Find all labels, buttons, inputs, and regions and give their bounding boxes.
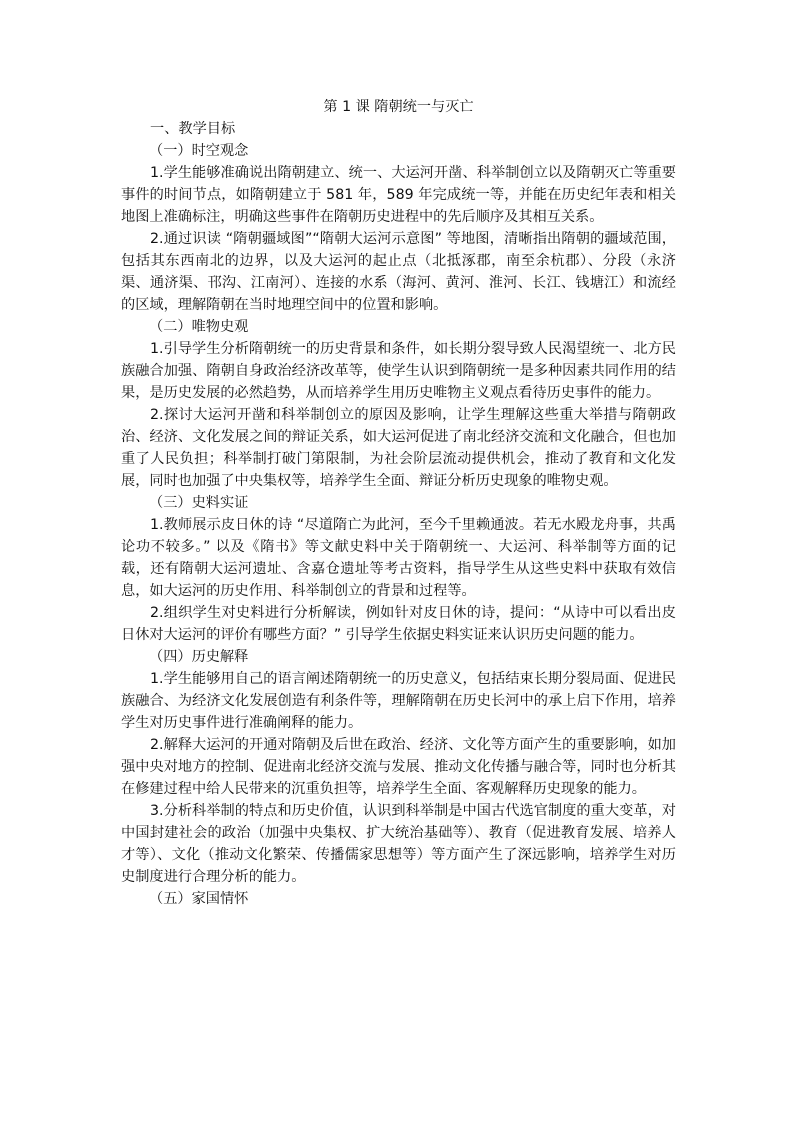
paragraph: 2.组织学生对史料进行分析解读，例如针对皮日休的诗，提问：“从诗中可以看出皮日休对大运河的评价有哪些方面？” 引导学生依据史料实证来认识历史问题的能力。 [121, 605, 676, 643]
paragraph: 2.探讨大运河开凿和科举制创立的原因及影响，让学生理解这些重大举措与隋朝政治、经济、文化发展之间的辩证关系，如大运河促进了南北经济交流和文化融合，但也加重了人民负担；科举制打破门第限制，为社会阶层流动提供机会，推动了教育和文化发展，同时也加强了中央集权等，培养学生全面、辩证分析历史现象的唯物史观。 [121, 407, 676, 489]
subheading-evidence: （三）史料实证 [149, 495, 249, 511]
document-title: 第 1 课 隋朝统一与灭亡 [323, 99, 474, 115]
paragraph: 1.学生能够用自己的语言阐述隋朝统一的历史意义，包括结束长期分裂局面、促进民族融合、为经济文化发展创造有利条件等，理解隋朝在历史长河中的承上启下作用，培养学生对历史事件进行准确阐释的能力。 [121, 671, 676, 731]
subheading-materialism: （二）唯物史观 [149, 319, 249, 335]
subheading-patriotism: （五）家国情怀 [149, 891, 249, 907]
paragraph: 2.通过识读 “隋朝疆域图”“隋朝大运河示意图” 等地图，清晰指出隋朝的疆域范围，包括其东西南北的边界，以及大运河的起止点（北抵涿郡，南至余杭郡）、分段（永济渠、通济渠、邗沟、江南河）、连接的水系（海河、黄河、淮河、长江、钱塘江）和流经的区域，理解隋朝在当时地理空间中的位置和影响。 [121, 231, 676, 313]
subheading-interpretation: （四）历史解释 [149, 649, 249, 665]
subheading-spatiotemporal: （一）时空观念 [149, 143, 249, 159]
paragraph: 1.教师展示皮日休的诗 “尽道隋亡为此河，至今千里赖通波。若无水殿龙舟事，共禹论功不较多。” 以及《隋书》等文献史料中关于隋朝统一、大运河、科举制等方面的记载，还有隋朝大运河遗址、含嘉仓遗址等考古资料，指导学生从这些史料中获取有效信息，如大运河的历史作用、科举制创立的背景和过程等。 [121, 517, 676, 599]
paragraph: 2.解释大运河的开通对隋朝及后世在政治、经济、文化等方面产生的重要影响，如加强中央对地方的控制、促进南北经济交流与发展、推动文化传播与融合等，同时也分析其在修建过程中给人民带来的沉重负担等，培养学生全面、客观解释历史现象的能力。 [121, 737, 676, 797]
paragraph: 1.学生能够准确说出隋朝建立、统一、大运河开凿、科举制创立以及隋朝灭亡等重要事件的时间节点，如隋朝建立于 581 年，589 年完成统一等，并能在历史纪年表和相关地图上准确标注，明确这些事件在隋朝历史进程中的先后顺序及其相互关系。 [121, 165, 676, 225]
paragraph: 3.分析科举制的特点和历史价值，认识到科举制是中国古代选官制度的重大变革，对中国封建社会的政治（加强中央集权、扩大统治基础等）、教育（促进教育发展、培养人才等）、文化（推动文化繁荣、传播儒家思想等）等方面产生了深远影响，培养学生对历史制度进行合理分析的能力。 [121, 803, 676, 885]
section-heading-teaching-goals: 一、教学目标 [150, 121, 236, 137]
document-page [121, 96, 676, 910]
paragraph: 1.引导学生分析隋朝统一的历史背景和条件，如长期分裂导致人民渴望统一、北方民族融合加强、隋朝自身政治经济改革等，使学生认识到隋朝统一是多种因素共同作用的结果，是历史发展的必然趋势，从而培养学生用历史唯物主义观点看待历史事件的能力。 [121, 341, 676, 401]
